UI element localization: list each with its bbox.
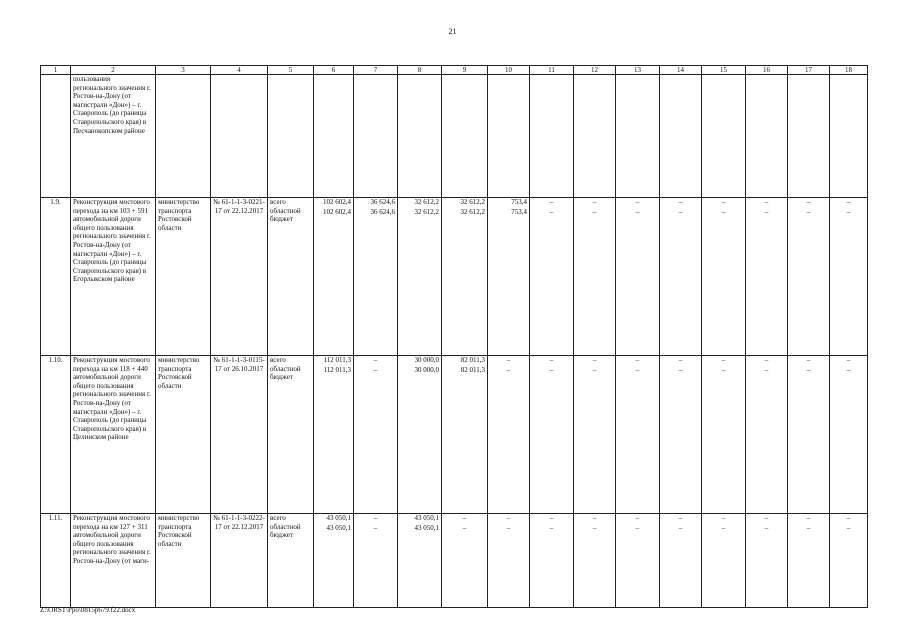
column-header: 2 — [71, 66, 156, 75]
amount-cell — [530, 514, 574, 608]
organization: министерство транспорта Ростовской области — [156, 356, 211, 514]
amount-cell — [530, 198, 574, 356]
funding-source-line: областной бюджет — [270, 364, 301, 382]
page-number: 21 — [448, 27, 457, 36]
organization: министерство транспорта Ростовской области — [156, 514, 211, 608]
document-ref: № 61-1-1-3-0222-17 от 22.12.2017 — [211, 514, 268, 608]
amount-value: – — [678, 207, 683, 216]
funding-source-line: всего — [270, 514, 286, 522]
amount-value: – — [806, 514, 811, 522]
amount-cell — [830, 198, 868, 356]
amount-value: – — [462, 514, 467, 522]
amount-value: – — [462, 523, 467, 532]
column-header: 5 — [268, 66, 314, 75]
amount-value: – — [721, 198, 726, 206]
amount-value: 102 602,4 — [323, 207, 351, 216]
amount-value: – — [549, 207, 554, 216]
table-row — [41, 514, 868, 608]
column-header: 17 — [788, 66, 830, 75]
amount-value: – — [806, 207, 811, 216]
row-number: 1.10. — [41, 356, 71, 514]
amount-value: – — [764, 365, 769, 374]
amount-cell — [574, 514, 616, 608]
amount-cell — [616, 198, 660, 356]
row-number: 1.9. — [41, 198, 71, 356]
funding-source-line: всего — [270, 356, 286, 364]
amount-value: – — [678, 356, 683, 364]
table-row — [41, 75, 868, 198]
amount-cell — [314, 198, 354, 356]
amount-value: – — [373, 356, 378, 364]
column-header: 10 — [488, 66, 530, 75]
amount-value: – — [592, 198, 597, 206]
column-header: 1 — [41, 66, 71, 75]
amount-cell — [788, 75, 830, 198]
amount-cell — [746, 198, 788, 356]
amount-cell — [830, 75, 868, 198]
amount-cell — [398, 356, 442, 514]
amount-cell — [660, 356, 702, 514]
amount-value: – — [592, 514, 597, 522]
object-name: Реконструкция мостового перехода на км 118 + 440 автомобильной дороги общего пользования регионального значения г. Ростов-на-Дону (от магистрали «Дон») – г. Ставрополь (до границы Ставропольского края) в Целинском районе — [71, 356, 156, 514]
amount-value: 30 000,0 — [414, 356, 439, 364]
column-header: 18 — [830, 66, 868, 75]
amount-value: – — [846, 198, 851, 206]
amount-cell — [442, 198, 488, 356]
amount-value: – — [549, 198, 554, 206]
amount-value: – — [721, 356, 726, 364]
column-header: 11 — [530, 66, 574, 75]
amount-cell — [574, 356, 616, 514]
row-number: 1.11. — [41, 514, 71, 608]
amount-cell — [488, 75, 530, 198]
amount-value: – — [506, 365, 511, 374]
amount-value: – — [635, 365, 640, 374]
amount-value: 82 011,3 — [460, 365, 485, 374]
amount-value: – — [592, 523, 597, 532]
amount-value: – — [549, 356, 554, 364]
amount-cell — [354, 514, 398, 608]
amount-value: – — [678, 514, 683, 522]
amount-value: – — [806, 198, 811, 206]
amount-cell — [660, 75, 702, 198]
amount-cell — [788, 356, 830, 514]
amount-cell — [314, 75, 354, 198]
amount-value: – — [678, 198, 683, 206]
column-header: 9 — [442, 66, 488, 75]
amount-value: – — [506, 523, 511, 532]
amount-cell — [530, 356, 574, 514]
file-path-footer: Z:\ORST\Ppo\0815p679.f22.docx — [40, 606, 136, 614]
funding-source-line: областной бюджет — [270, 206, 301, 224]
amount-cell — [488, 356, 530, 514]
amount-cell — [398, 514, 442, 608]
amount-cell — [398, 198, 442, 356]
amount-cell — [314, 514, 354, 608]
amount-value: – — [549, 365, 554, 374]
amount-value: – — [592, 365, 597, 374]
organization: министерство транспорта Ростовской области — [156, 198, 211, 356]
amount-value: 43 050,1 — [414, 523, 439, 532]
amount-value: – — [846, 207, 851, 216]
amount-value: – — [846, 365, 851, 374]
amount-cell — [830, 514, 868, 608]
amount-value: 30 000,0 — [414, 365, 439, 374]
amount-value: – — [721, 523, 726, 532]
amount-value: – — [721, 207, 726, 216]
amount-value: – — [635, 514, 640, 522]
amount-value: 753,4 — [511, 198, 527, 206]
funding-source — [268, 198, 314, 356]
amount-value: 112 011,3 — [323, 365, 351, 374]
amount-value: – — [721, 365, 726, 374]
amount-value: – — [846, 523, 851, 532]
column-header: 14 — [660, 66, 702, 75]
column-number-row — [41, 66, 868, 75]
amount-cell — [746, 356, 788, 514]
table-row — [41, 198, 868, 356]
column-header: 12 — [574, 66, 616, 75]
amount-value: – — [635, 523, 640, 532]
amount-value: – — [721, 514, 726, 522]
amount-value: – — [373, 514, 378, 522]
amount-value: 36 624,6 — [370, 207, 395, 216]
funding-source — [268, 514, 314, 608]
amount-cell — [398, 75, 442, 198]
amount-cell — [354, 75, 398, 198]
amount-value: 43 050,1 — [414, 514, 439, 522]
column-header: 4 — [211, 66, 268, 75]
column-header: 3 — [156, 66, 211, 75]
document-ref: № 61-1-1-3-0115-17 от 26.10.2017 — [211, 356, 268, 514]
amount-cell — [702, 356, 746, 514]
amount-value: – — [806, 523, 811, 532]
amount-value: – — [373, 365, 378, 374]
amount-cell — [702, 514, 746, 608]
funding-source-line: областной бюджет — [270, 522, 301, 540]
amount-value: – — [846, 356, 851, 364]
amount-value: – — [506, 356, 511, 364]
amount-value: 32 612,2 — [460, 198, 485, 206]
amount-value: – — [846, 514, 851, 522]
amount-value: 753,4 — [511, 207, 527, 216]
amount-cell — [746, 75, 788, 198]
amount-value: 112 011,3 — [323, 356, 351, 364]
amount-cell — [354, 198, 398, 356]
column-header: 7 — [354, 66, 398, 75]
funding-source — [268, 356, 314, 514]
amount-value: – — [764, 198, 769, 206]
object-name: Реконструкция мостового перехода на км 127 + 311 автомобильной дороги общего пользования регионального значения г. Ростов-на-Дону (от маги- — [71, 514, 156, 608]
amount-value: 32 612,2 — [414, 198, 439, 206]
funding-source — [268, 75, 314, 198]
amount-value: 43 050,1 — [326, 523, 351, 532]
amount-cell — [354, 356, 398, 514]
amount-cell — [616, 356, 660, 514]
amount-value: – — [806, 365, 811, 374]
amount-value: 82 011,3 — [460, 356, 485, 364]
table-row — [41, 356, 868, 514]
amount-cell — [746, 514, 788, 608]
document-ref: № 61-1-1-3-0221-17 от 22.12.2017 — [211, 198, 268, 356]
budget-table — [40, 65, 868, 608]
amount-cell — [574, 198, 616, 356]
column-header: 16 — [746, 66, 788, 75]
amount-value: 102 602,4 — [323, 198, 351, 206]
amount-value: – — [678, 365, 683, 374]
amount-value: – — [806, 356, 811, 364]
amount-cell — [616, 75, 660, 198]
amount-value: – — [764, 514, 769, 522]
amount-cell — [830, 356, 868, 514]
object-name: пользования регионального значения г. Ростов-на-Дону (от магистрали «Дон») – г. Ставрополь (до границы Ставропольского края) в Песчанокопском районе — [71, 75, 156, 198]
document-ref — [211, 75, 268, 198]
amount-cell — [616, 514, 660, 608]
column-header: 8 — [398, 66, 442, 75]
table-body — [41, 75, 868, 608]
amount-cell — [314, 356, 354, 514]
amount-cell — [788, 514, 830, 608]
column-header: 13 — [616, 66, 660, 75]
amount-value: – — [592, 207, 597, 216]
amount-value: 36 624,6 — [370, 198, 395, 206]
amount-cell — [574, 75, 616, 198]
amount-cell — [488, 514, 530, 608]
amount-cell — [702, 198, 746, 356]
organization — [156, 75, 211, 198]
amount-value: – — [635, 356, 640, 364]
amount-cell — [660, 198, 702, 356]
amount-value: – — [549, 523, 554, 532]
amount-cell — [660, 514, 702, 608]
amount-value: – — [592, 356, 597, 364]
amount-cell — [788, 198, 830, 356]
amount-cell — [442, 75, 488, 198]
column-header: 6 — [314, 66, 354, 75]
row-number — [41, 75, 71, 198]
amount-value: – — [506, 514, 511, 522]
amount-value: – — [764, 207, 769, 216]
amount-value: – — [764, 523, 769, 532]
amount-value: – — [373, 523, 378, 532]
amount-cell — [442, 514, 488, 608]
amount-cell — [442, 356, 488, 514]
amount-value: – — [678, 523, 683, 532]
amount-cell — [530, 75, 574, 198]
amount-value: – — [635, 198, 640, 206]
amount-cell — [488, 198, 530, 356]
amount-value: 32 612,2 — [414, 207, 439, 216]
object-name: Реконструкция мостового перехода на км 103 + 591 автомобильной дороги общего пользования регионального значения г. Ростов-на-Дону (от магистрали «Дон») – г. Ставрополь (до границы Ставропольского края) в Егорлыкском районе — [71, 198, 156, 356]
column-header: 15 — [702, 66, 746, 75]
funding-source-line: всего — [270, 198, 286, 206]
amount-value: 32 612,2 — [460, 207, 485, 216]
amount-value: – — [549, 514, 554, 522]
amount-value: – — [764, 356, 769, 364]
amount-value: – — [635, 207, 640, 216]
amount-cell — [702, 75, 746, 198]
amount-value: 43 050,1 — [326, 514, 351, 522]
